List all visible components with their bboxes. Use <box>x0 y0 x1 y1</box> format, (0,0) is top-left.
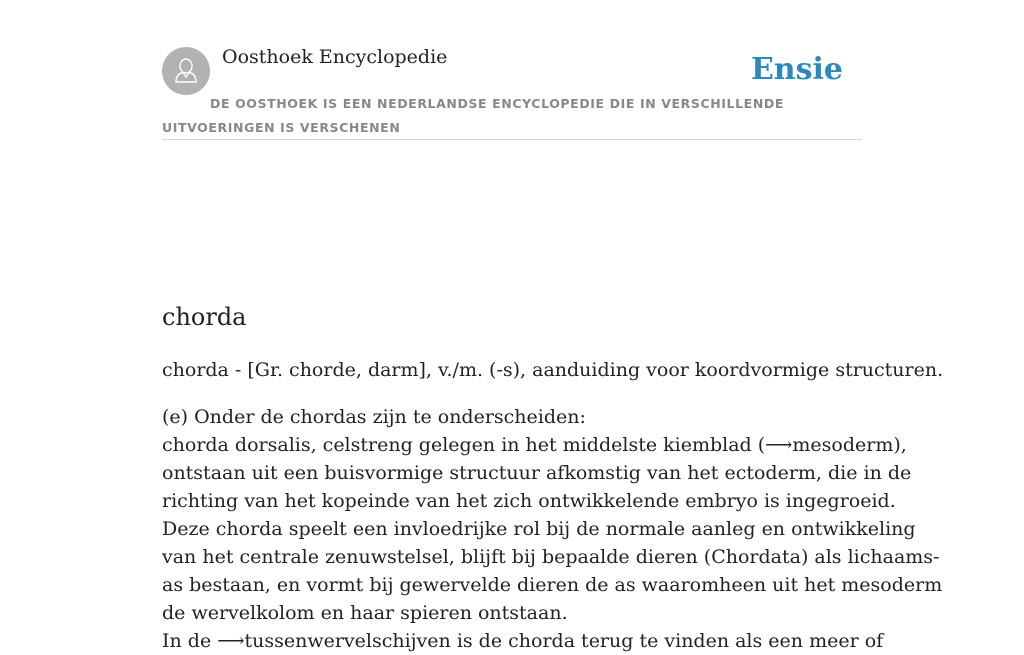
page-container <box>162 0 944 652</box>
person-outline-icon <box>162 47 210 95</box>
body-line: Deze chorda speelt een invloedrijke rol bij de normale aanleg en ontwikkeling <box>162 518 916 540</box>
entry-definition: chorda - [Gr. chorde, darm], v./m. (-s), aanduiding voor koordvormige structuren. <box>162 359 944 381</box>
entry-title: chorda <box>162 303 247 331</box>
body-line: ontstaan uit een buisvormige structuur afkomstig van het ectoderm, die in de <box>162 462 912 484</box>
body-line: In de ⟶tussenwervelschijven is de chorda terug te vinden als een meer of <box>162 630 884 652</box>
body-line: (e) Onder de chordas zijn te onderscheiden: <box>162 406 586 428</box>
site-header <box>162 0 862 140</box>
body-line: van het centrale zenuwstelsel, blijft bij bepaalde dieren (Chordata) als lichaams- <box>162 546 940 568</box>
body-line: richting van het kopeinde van het zich ontwikkelende embryo is ingegroeid. <box>162 490 896 512</box>
user-avatar-icon[interactable] <box>162 47 210 95</box>
entry-body <box>162 403 943 655</box>
body-line: as bestaan, en vormt bij gewervelde dieren de as waaromheen uit het mesoderm <box>162 574 943 596</box>
site-name[interactable]: Oosthoek Encyclopedie <box>222 46 448 68</box>
body-line: chorda dorsalis, celstreng gelegen in het middelste kiemblad (⟶mesoderm), <box>162 434 907 456</box>
brand-logo[interactable]: Ensie <box>750 52 843 87</box>
body-line: de wervelkolom en haar spieren ontstaan. <box>162 602 568 624</box>
site-tagline: DE OOSTHOEK IS EEN NEDERLANDSE ENCYCLOPEDIE DIE IN VERSCHILLENDE UITVOERINGEN IS VERSCHENEN <box>162 96 784 135</box>
